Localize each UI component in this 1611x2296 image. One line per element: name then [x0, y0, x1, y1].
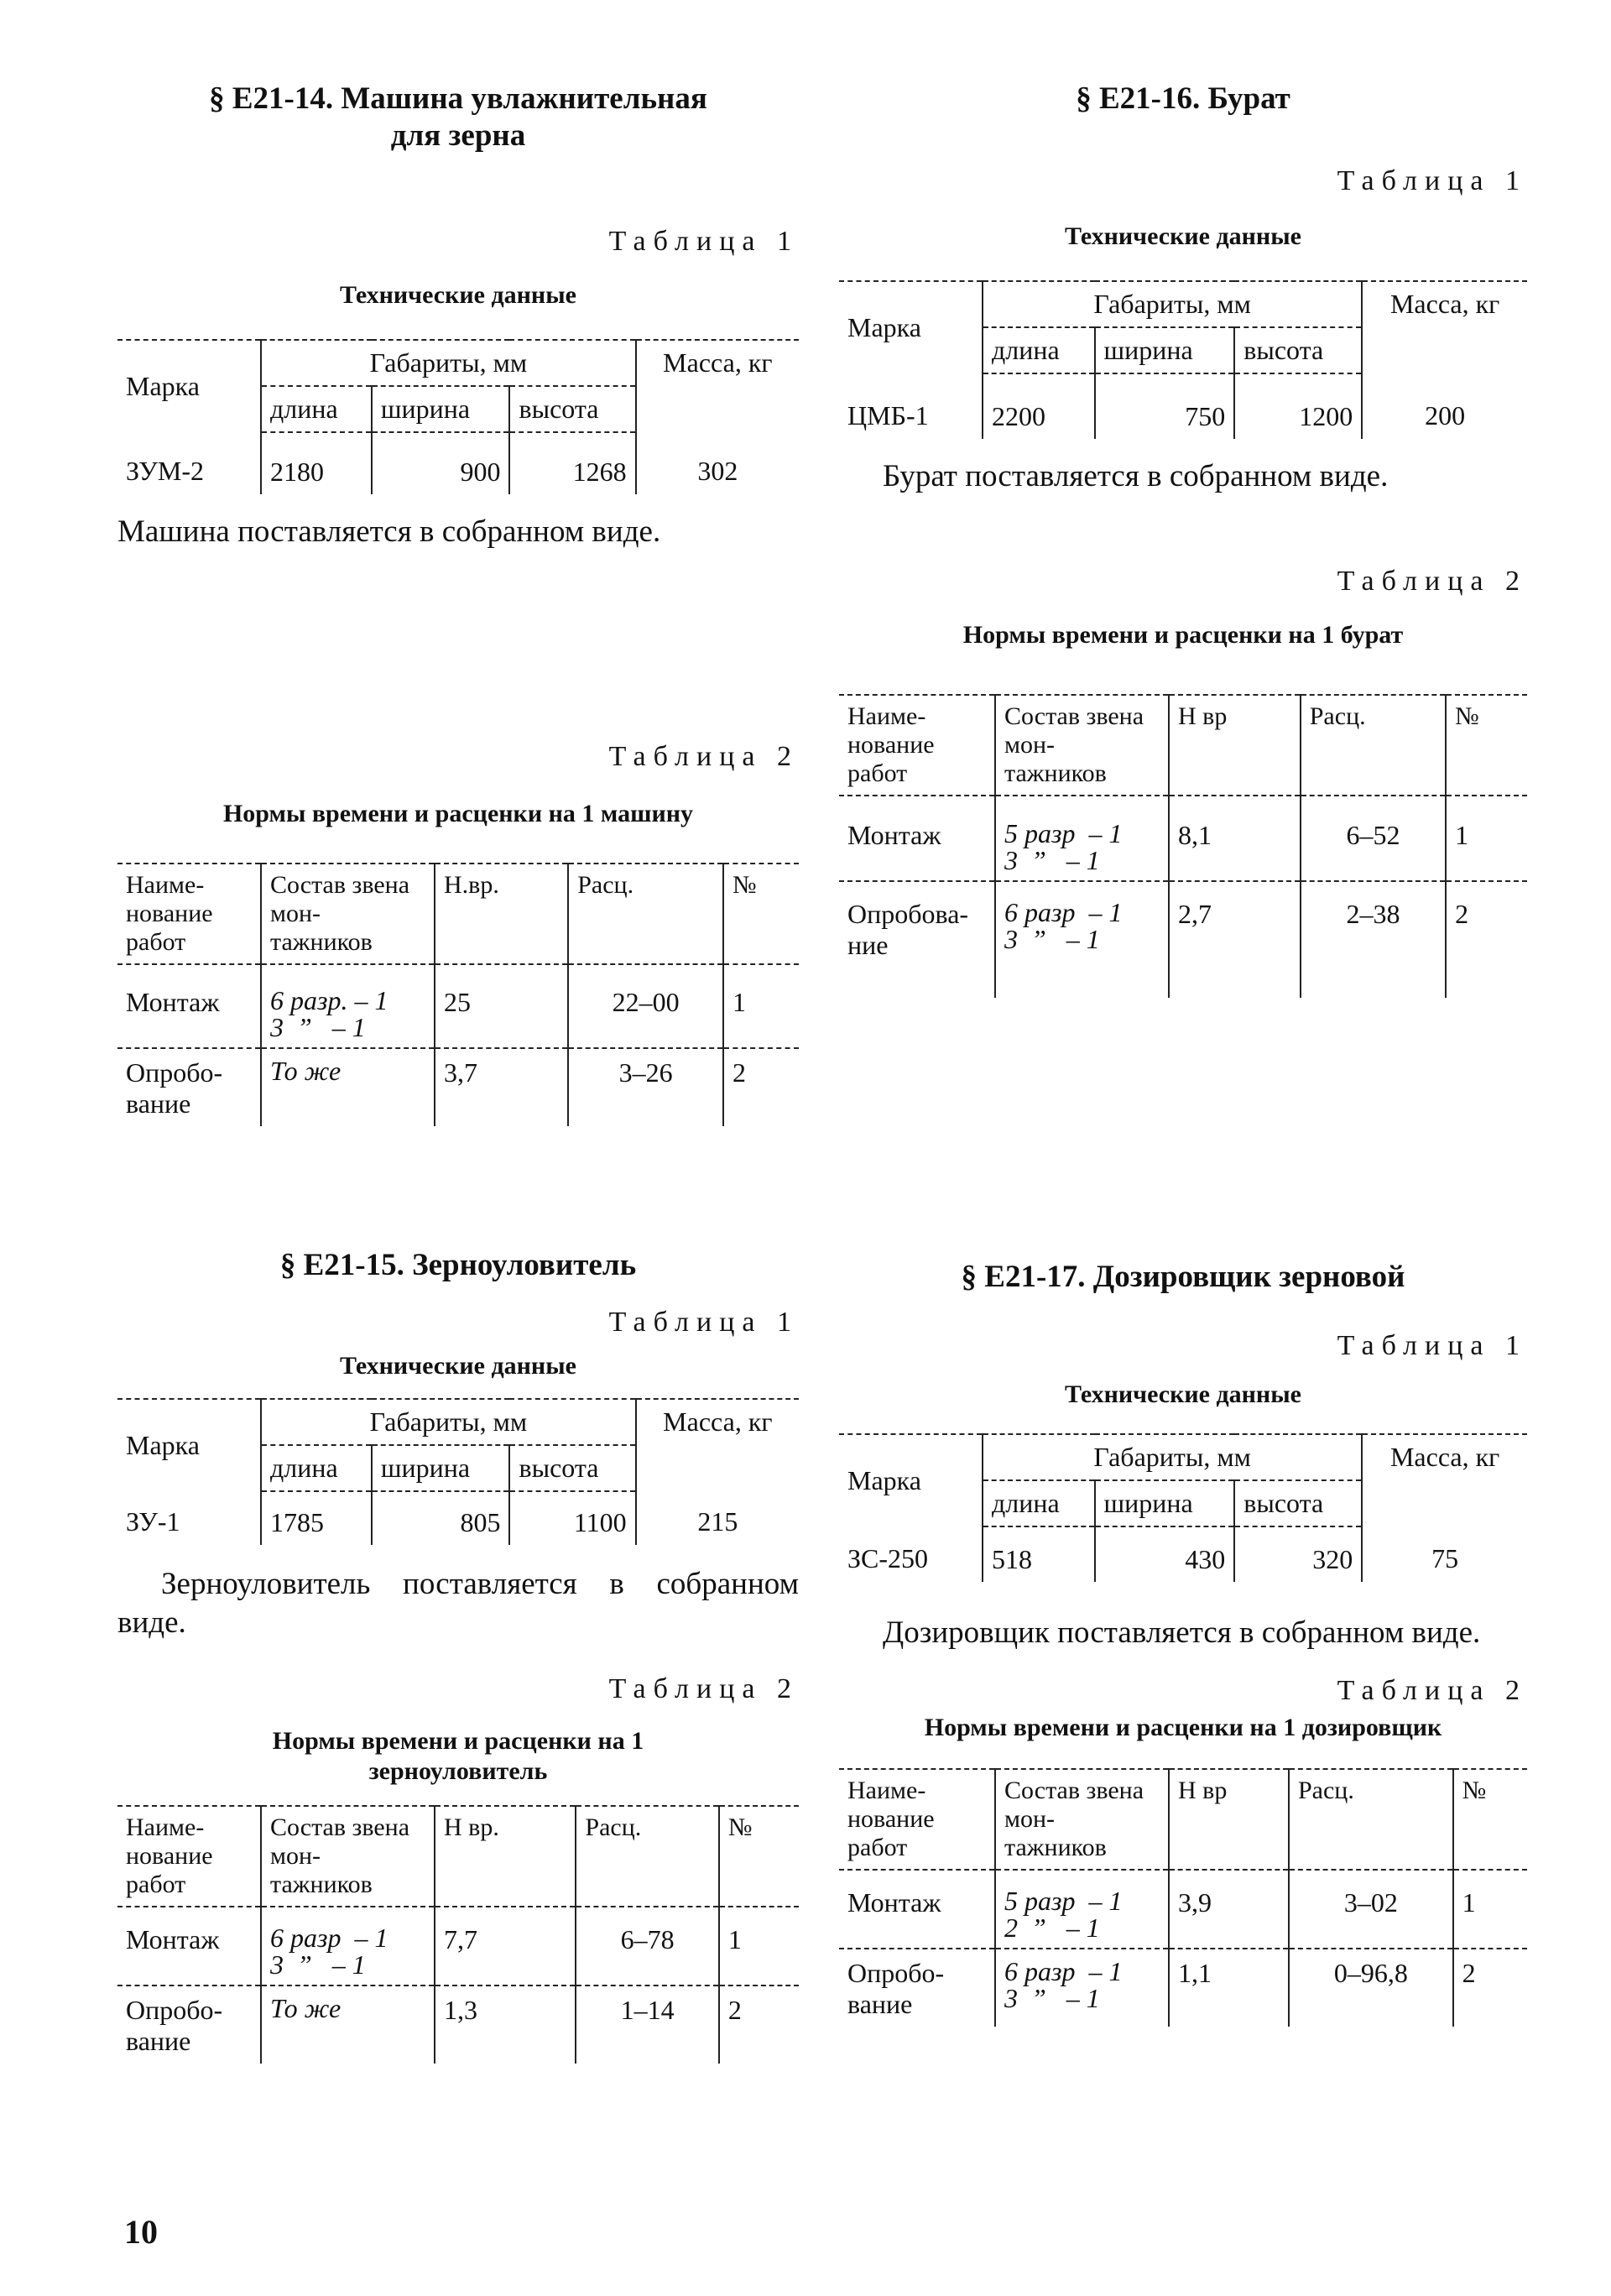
col-head-massa: Масса, кг	[636, 340, 799, 432]
page-number: 10	[124, 2213, 158, 2251]
table-label: Таблица 2	[1337, 1675, 1527, 1706]
tech-table	[117, 339, 799, 494]
crew-line-1: 5 разр – 1	[1004, 1886, 1123, 1916]
cell-vysota: 1100	[509, 1491, 635, 1545]
cell-hvr: 3,9	[1169, 1870, 1289, 1949]
section-title-line-2: для зерна	[390, 118, 526, 153]
table-caption: Технические данные	[340, 281, 576, 309]
col-head-no: №	[723, 864, 799, 964]
cell-no: 1	[1446, 796, 1527, 881]
section-title-line-1: § Е21-16. Бурат	[1076, 81, 1290, 116]
table-caption: Нормы времени и расценки на 1 машину	[222, 800, 694, 827]
table-row	[839, 1870, 1527, 1949]
cell-hvr: 3,7	[435, 1048, 568, 1126]
cell-name: Опробо- вание	[126, 1057, 223, 1119]
cell-crew	[995, 796, 1169, 881]
cell-marka: ЦМБ-1	[847, 400, 929, 430]
cell-dlina: 2180	[261, 432, 372, 494]
cell-rasc: 3–02	[1289, 1870, 1453, 1949]
col-head-hvr: Н вр	[1169, 695, 1301, 796]
cell-hvr: 1,1	[1169, 1949, 1289, 2027]
cell-crew	[995, 1949, 1169, 2027]
table-label: Таблица 1	[608, 226, 799, 257]
cell-no: 2	[1446, 881, 1527, 998]
cell-rasc: 6–78	[576, 1907, 718, 1986]
col-head-massa: Масса, кг	[1362, 1434, 1527, 1526]
section-title	[117, 1247, 799, 1284]
col-head-gabarity: Габариты, мм	[261, 1399, 636, 1445]
table-row	[117, 1491, 799, 1545]
cell-rasc: 22–00	[568, 964, 723, 1048]
crew-line-1: 6 разр – 1	[270, 1923, 388, 1953]
col-head-gabarity: Габариты, мм	[983, 1434, 1362, 1480]
cell-massa: 200	[1362, 373, 1527, 439]
crew-line-1: То же	[270, 1056, 341, 1086]
tech-table	[839, 280, 1527, 439]
col-head-marka: Марка	[117, 340, 261, 432]
col-head-vysota: высота	[509, 386, 635, 432]
cell-no: 1	[1453, 1870, 1527, 1949]
cell-dlina: 2200	[983, 373, 1095, 439]
col-head-name: Наиме- нование работ	[839, 1769, 995, 1870]
col-head-dlina: длина	[983, 327, 1095, 373]
col-head-dlina: длина	[261, 1445, 372, 1491]
norms-table	[839, 1768, 1527, 2027]
cell-crew	[261, 1907, 435, 1986]
cell-marka: ЗУ-1	[126, 1506, 180, 1537]
col-head-marka: Марка	[839, 1434, 983, 1526]
table-caption: Нормы времени и расценки на 1 дозировщик	[924, 1714, 1442, 1741]
cell-marka: ЗС-250	[847, 1543, 929, 1573]
col-head-crew: Состав звена мон- тажников	[995, 695, 1169, 796]
crew-line-2: 3 ” – 1	[1004, 924, 1100, 954]
note-text: Бурат поставляется в собранном виде.	[883, 459, 1389, 493]
table-label: Таблица 2	[1337, 566, 1527, 597]
col-head-hvr: Н.вр.	[435, 864, 568, 964]
cell-name: Опробо- вание	[847, 1958, 945, 2019]
table-row	[839, 881, 1527, 998]
cell-shirina: 430	[1095, 1526, 1235, 1582]
col-head-shirina: ширина	[372, 1445, 510, 1491]
tech-table	[117, 1398, 799, 1545]
note-text: Зерноуловитель поставляется в собранном виде.	[117, 1567, 799, 1640]
cell-rasc: 3–26	[568, 1048, 723, 1126]
col-head-massa: Масса, кг	[1362, 281, 1527, 373]
cell-name: Монтаж	[117, 964, 261, 1048]
cell-no: 2	[719, 1986, 799, 2064]
cell-name: Монтаж	[839, 1870, 995, 1949]
cell-dlina: 518	[983, 1526, 1095, 1582]
crew-line-2: 2 ” – 1	[1004, 1912, 1100, 1943]
cell-shirina: 900	[372, 432, 510, 494]
col-head-hvr: Н вр	[1169, 1769, 1289, 1870]
tech-table	[839, 1433, 1527, 1582]
cell-vysota: 1200	[1234, 373, 1362, 439]
cell-hvr: 1,3	[435, 1986, 576, 2064]
cell-no: 1	[719, 1907, 799, 1986]
table-caption: Технические данные	[1065, 222, 1301, 250]
norms-table	[117, 1805, 799, 2064]
cell-name: Монтаж	[117, 1907, 261, 1986]
section-title-line-1: § Е21-17. Дозировщик зерновой	[961, 1260, 1405, 1294]
section-e21-14	[117, 81, 799, 154]
col-head-vysota: высота	[1234, 327, 1362, 373]
norms-table	[839, 694, 1527, 998]
section-title-line-1: § Е21-15. Зерноуловитель	[279, 1248, 637, 1282]
col-head-gabarity: Габариты, мм	[261, 340, 636, 386]
section-e21-15	[117, 1247, 799, 2064]
cell-rasc: 2–38	[1301, 881, 1446, 998]
table-row	[839, 373, 1527, 439]
col-head-crew: Состав звена мон- тажников	[995, 1769, 1169, 1870]
tech-table-block-e21-14	[117, 225, 799, 551]
crew-line-1: 6 разр – 1	[1004, 897, 1123, 927]
cell-no: 2	[723, 1048, 799, 1126]
section-title	[117, 81, 799, 154]
cell-crew	[261, 1986, 435, 2064]
section-e21-16	[839, 81, 1527, 998]
col-head-no: №	[1446, 695, 1527, 796]
col-head-name: Наиме- нование работ	[117, 1806, 261, 1907]
cell-no: 1	[723, 964, 799, 1048]
cell-massa: 215	[636, 1491, 799, 1545]
col-head-rasc: Расц.	[576, 1806, 718, 1907]
table-label: Таблица 2	[608, 741, 799, 772]
col-head-name: Наиме- нование работ	[117, 864, 261, 964]
col-head-shirina: ширина	[1095, 1480, 1235, 1526]
cell-massa: 75	[1362, 1526, 1527, 1582]
note-text: Дозировщик поставляется в собранном виде.	[883, 1615, 1481, 1650]
col-head-no: №	[719, 1806, 799, 1907]
table-row	[117, 1048, 799, 1126]
col-head-rasc: Расц.	[568, 864, 723, 964]
col-head-name: Наиме- нование работ	[839, 695, 995, 796]
col-head-rasc: Расц.	[1289, 1769, 1453, 1870]
col-head-marka: Марка	[117, 1399, 261, 1491]
cell-hvr: 7,7	[435, 1907, 576, 1986]
table-caption: Нормы времени и расценки на 1 бурат	[962, 621, 1404, 649]
cell-name: Опробо- вание	[126, 1995, 223, 2056]
table-caption: Технические данные	[1065, 1380, 1301, 1408]
crew-line-1: То же	[270, 1993, 341, 2023]
cell-name: Монтаж	[839, 796, 995, 881]
table-row	[839, 796, 1527, 881]
cell-no: 2	[1453, 1949, 1527, 2027]
col-head-gabarity: Габариты, мм	[983, 281, 1362, 327]
table-row	[117, 1986, 799, 2064]
col-head-rasc: Расц.	[1301, 695, 1446, 796]
col-head-crew: Состав звена мон- тажников	[261, 864, 435, 964]
cell-shirina: 750	[1095, 373, 1235, 439]
col-head-crew: Состав звена мон- тажников	[261, 1806, 435, 1907]
table-label: Таблица 1	[1337, 165, 1527, 196]
cell-crew	[261, 1048, 435, 1126]
section-title-line-1: § Е21-14. Машина увлажнительная	[209, 81, 707, 116]
col-head-no: №	[1453, 1769, 1527, 1870]
crew-line-1: 6 разр – 1	[1004, 1956, 1123, 1986]
cell-vysota: 1268	[509, 432, 635, 494]
crew-line-2: 3 ” – 1	[270, 1012, 366, 1042]
table-row	[839, 1949, 1527, 2027]
cell-name: Опробова- ние	[847, 899, 969, 960]
table-caption: Нормы времени и расценки на 1 зерноуловитель	[272, 1727, 644, 1785]
crew-line-2: 3 ” – 1	[270, 1949, 366, 1980]
cell-shirina: 805	[372, 1491, 510, 1545]
col-head-massa: Масса, кг	[636, 1399, 799, 1491]
table-row	[117, 964, 799, 1048]
table-label: Таблица 1	[608, 1307, 799, 1338]
cell-vysota: 320	[1234, 1526, 1362, 1582]
col-head-shirina: ширина	[372, 386, 510, 432]
cell-marka: ЗУМ-2	[126, 456, 204, 486]
crew-line-2: 3 ” – 1	[1004, 1983, 1100, 2013]
col-head-vysota: высота	[1234, 1480, 1362, 1526]
table-caption: Технические данные	[340, 1352, 576, 1380]
norms-table-block-e21-14	[117, 740, 799, 1126]
cell-rasc: 6–52	[1301, 796, 1446, 881]
section-title	[839, 1259, 1527, 1296]
crew-line-1: 6 разр. – 1	[270, 985, 388, 1015]
crew-line-1: 5 разр – 1	[1004, 818, 1123, 848]
cell-crew	[995, 881, 1169, 998]
section-title	[839, 81, 1527, 117]
cell-massa: 302	[636, 432, 799, 494]
col-head-hvr: Н вр.	[435, 1806, 576, 1907]
table-row	[117, 432, 799, 494]
table-row	[839, 1526, 1527, 1582]
cell-dlina: 1785	[261, 1491, 372, 1545]
cell-crew	[995, 1870, 1169, 1949]
col-head-vysota: высота	[509, 1445, 635, 1491]
cell-rasc: 1–14	[576, 1986, 718, 2064]
table-row	[117, 1907, 799, 1986]
table-label: Таблица 1	[1337, 1330, 1527, 1361]
cell-rasc: 0–96,8	[1289, 1949, 1453, 2027]
note-text: Машина поставляется в собранном виде.	[117, 514, 661, 549]
cell-hvr: 8,1	[1169, 796, 1301, 881]
col-head-dlina: длина	[983, 1480, 1095, 1526]
col-head-marka: Марка	[839, 281, 983, 373]
norms-table	[117, 863, 799, 1126]
cell-hvr: 25	[435, 964, 568, 1048]
col-head-dlina: длина	[261, 386, 372, 432]
crew-line-2: 3 ” – 1	[1004, 845, 1100, 875]
cell-hvr: 2,7	[1169, 881, 1301, 998]
cell-crew	[261, 964, 435, 1048]
section-e21-17	[839, 1259, 1527, 2027]
col-head-shirina: ширина	[1095, 327, 1235, 373]
table-label: Таблица 2	[608, 1673, 799, 1704]
